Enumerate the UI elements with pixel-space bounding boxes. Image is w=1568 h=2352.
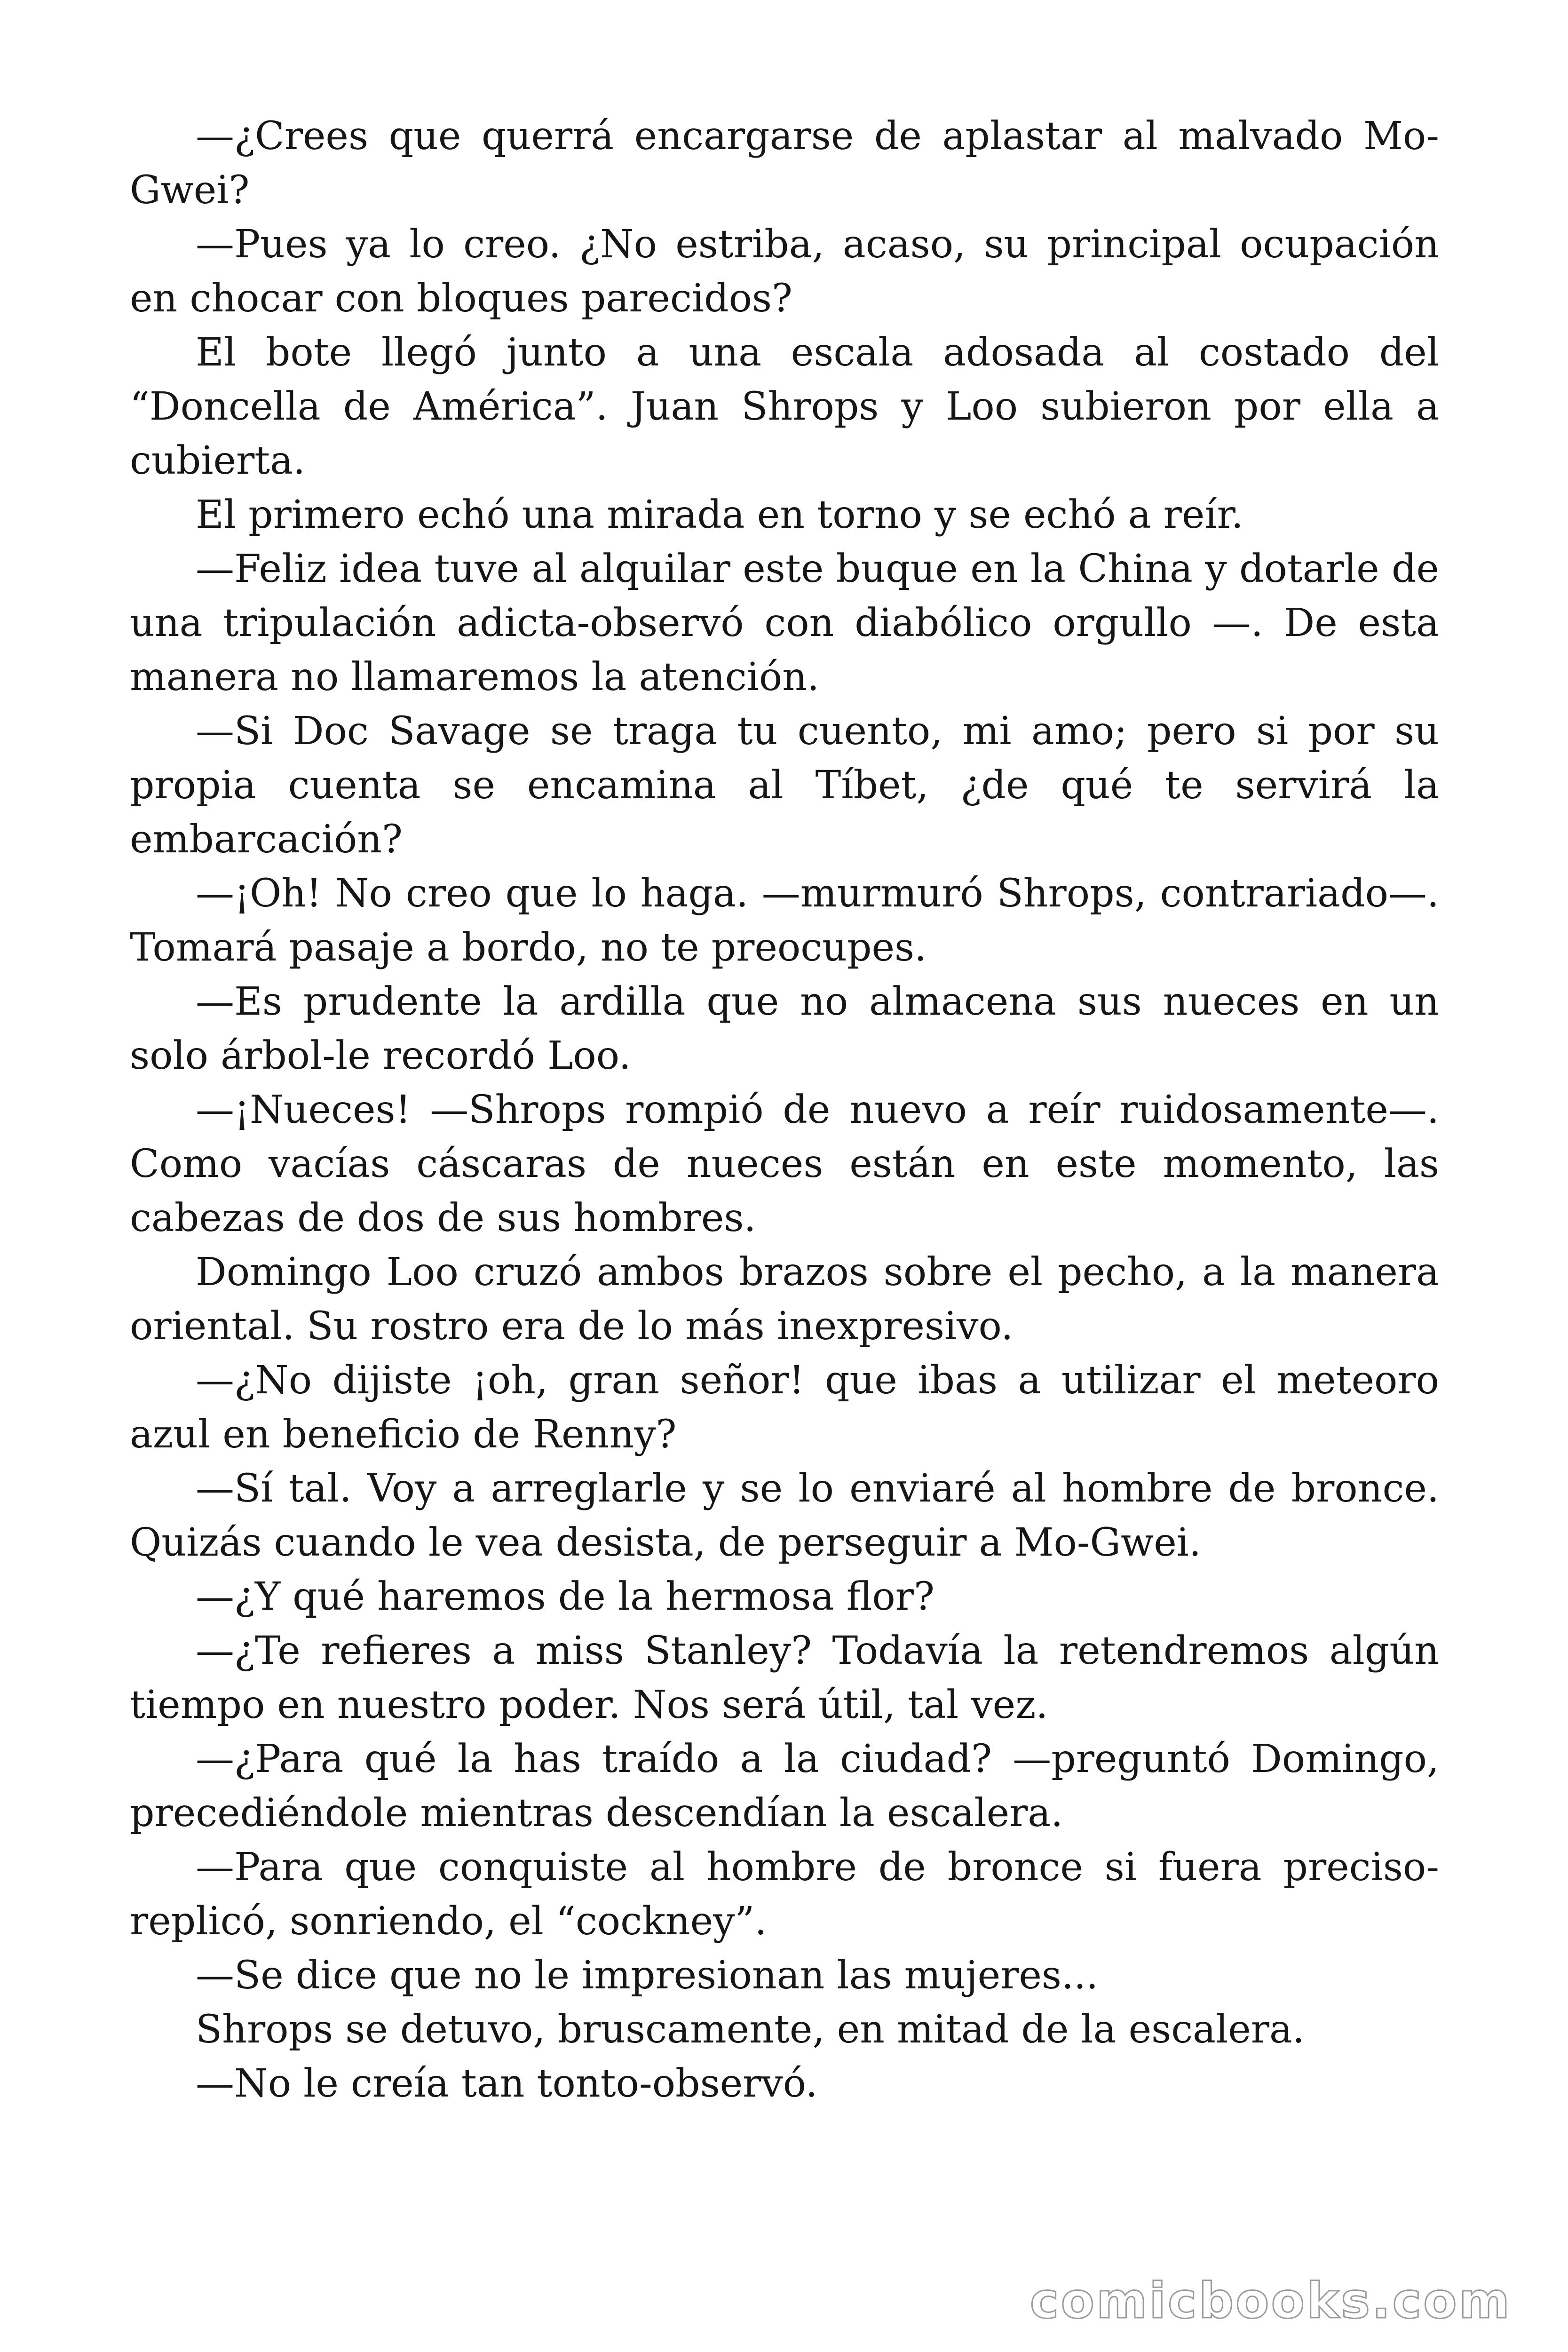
paragraph: Domingo Loo cruzó ambos brazos sobre el pecho, a la manera oriental. Su rostro era de lo más inexpresivo. xyxy=(130,1250,1439,1349)
paragraph: —¿Para qué la has traído a la ciudad? —preguntó Domingo, precediéndole mientras descendían la escalera. xyxy=(130,1737,1439,1836)
watermark-logo: comicbooks.com xyxy=(1029,2272,1512,2329)
paragraph: El bote llegó junto a una escala adosada al costado del “Doncella de América”. Juan Shrops y Loo subieron por ella a cubierta. xyxy=(130,330,1439,483)
paragraph: Shrops se detuvo, bruscamente, en mitad de la escalera. xyxy=(196,2007,1305,2052)
paragraph: —Es prudente la ardilla que no almacena sus nueces en un solo árbol-le recordó Loo. xyxy=(130,979,1439,1078)
paragraph: —¿No dijiste ¡oh, gran señor! que ibas a utilizar el meteoro azul en beneficio de Renny? xyxy=(130,1358,1439,1457)
paragraph: —¿Crees que querrá encargarse de aplastar al malvado Mo-Gwei? xyxy=(130,114,1439,213)
paragraph: —¿Y qué haremos de la hermosa flor? xyxy=(196,1574,934,1619)
paragraph: —Si Doc Savage se traga tu cuento, mi amo; pero si por su propia cuenta se encamina al Tíbet, ¿de qué te servirá la embarcación? xyxy=(130,709,1439,862)
paragraph: —¡Nueces! —Shrops rompió de nuevo a reír ruidosamente—. Como vacías cáscaras de nueces están en este momento, las cabezas de dos de sus hombres. xyxy=(130,1088,1439,1240)
paragraph: —¿Te refieres a miss Stanley? Todavía la retendremos algún tiempo en nuestro poder. Nos será útil, tal vez. xyxy=(130,1629,1439,1727)
paragraph: —¡Oh! No creo que lo haga. —murmuró Shrops, contrariado—. Tomará pasaje a bordo, no te preocupes. xyxy=(130,871,1439,970)
paragraph: —Pues ya lo creo. ¿No estriba, acaso, su principal ocupación en chocar con bloques parecidos? xyxy=(130,222,1439,321)
paragraph: El primero echó una mirada en torno y se echó a reír. xyxy=(196,493,1243,537)
paragraph: —Se dice que no le impresionan las mujeres... xyxy=(196,1953,1099,1998)
paragraph: —Feliz idea tuve al alquilar este buque en la China y dotarle de una tripulación adicta-observó con diabólico orgullo —. De esta manera no llamaremos la atención. xyxy=(130,547,1439,699)
paragraph: —No le creía tan tonto-observó. xyxy=(196,2061,818,2106)
book-page xyxy=(130,109,1439,2111)
paragraph: —Sí tal. Voy a arreglarle y se lo enviaré al hombre de bronce. Quizás cuando le vea desista, de perseguir a Mo-Gwei. xyxy=(130,1466,1439,1565)
paragraph: —Para que conquiste al hombre de bronce si fuera preciso-replicó, sonriendo, el “cockney”. xyxy=(130,1845,1439,1944)
